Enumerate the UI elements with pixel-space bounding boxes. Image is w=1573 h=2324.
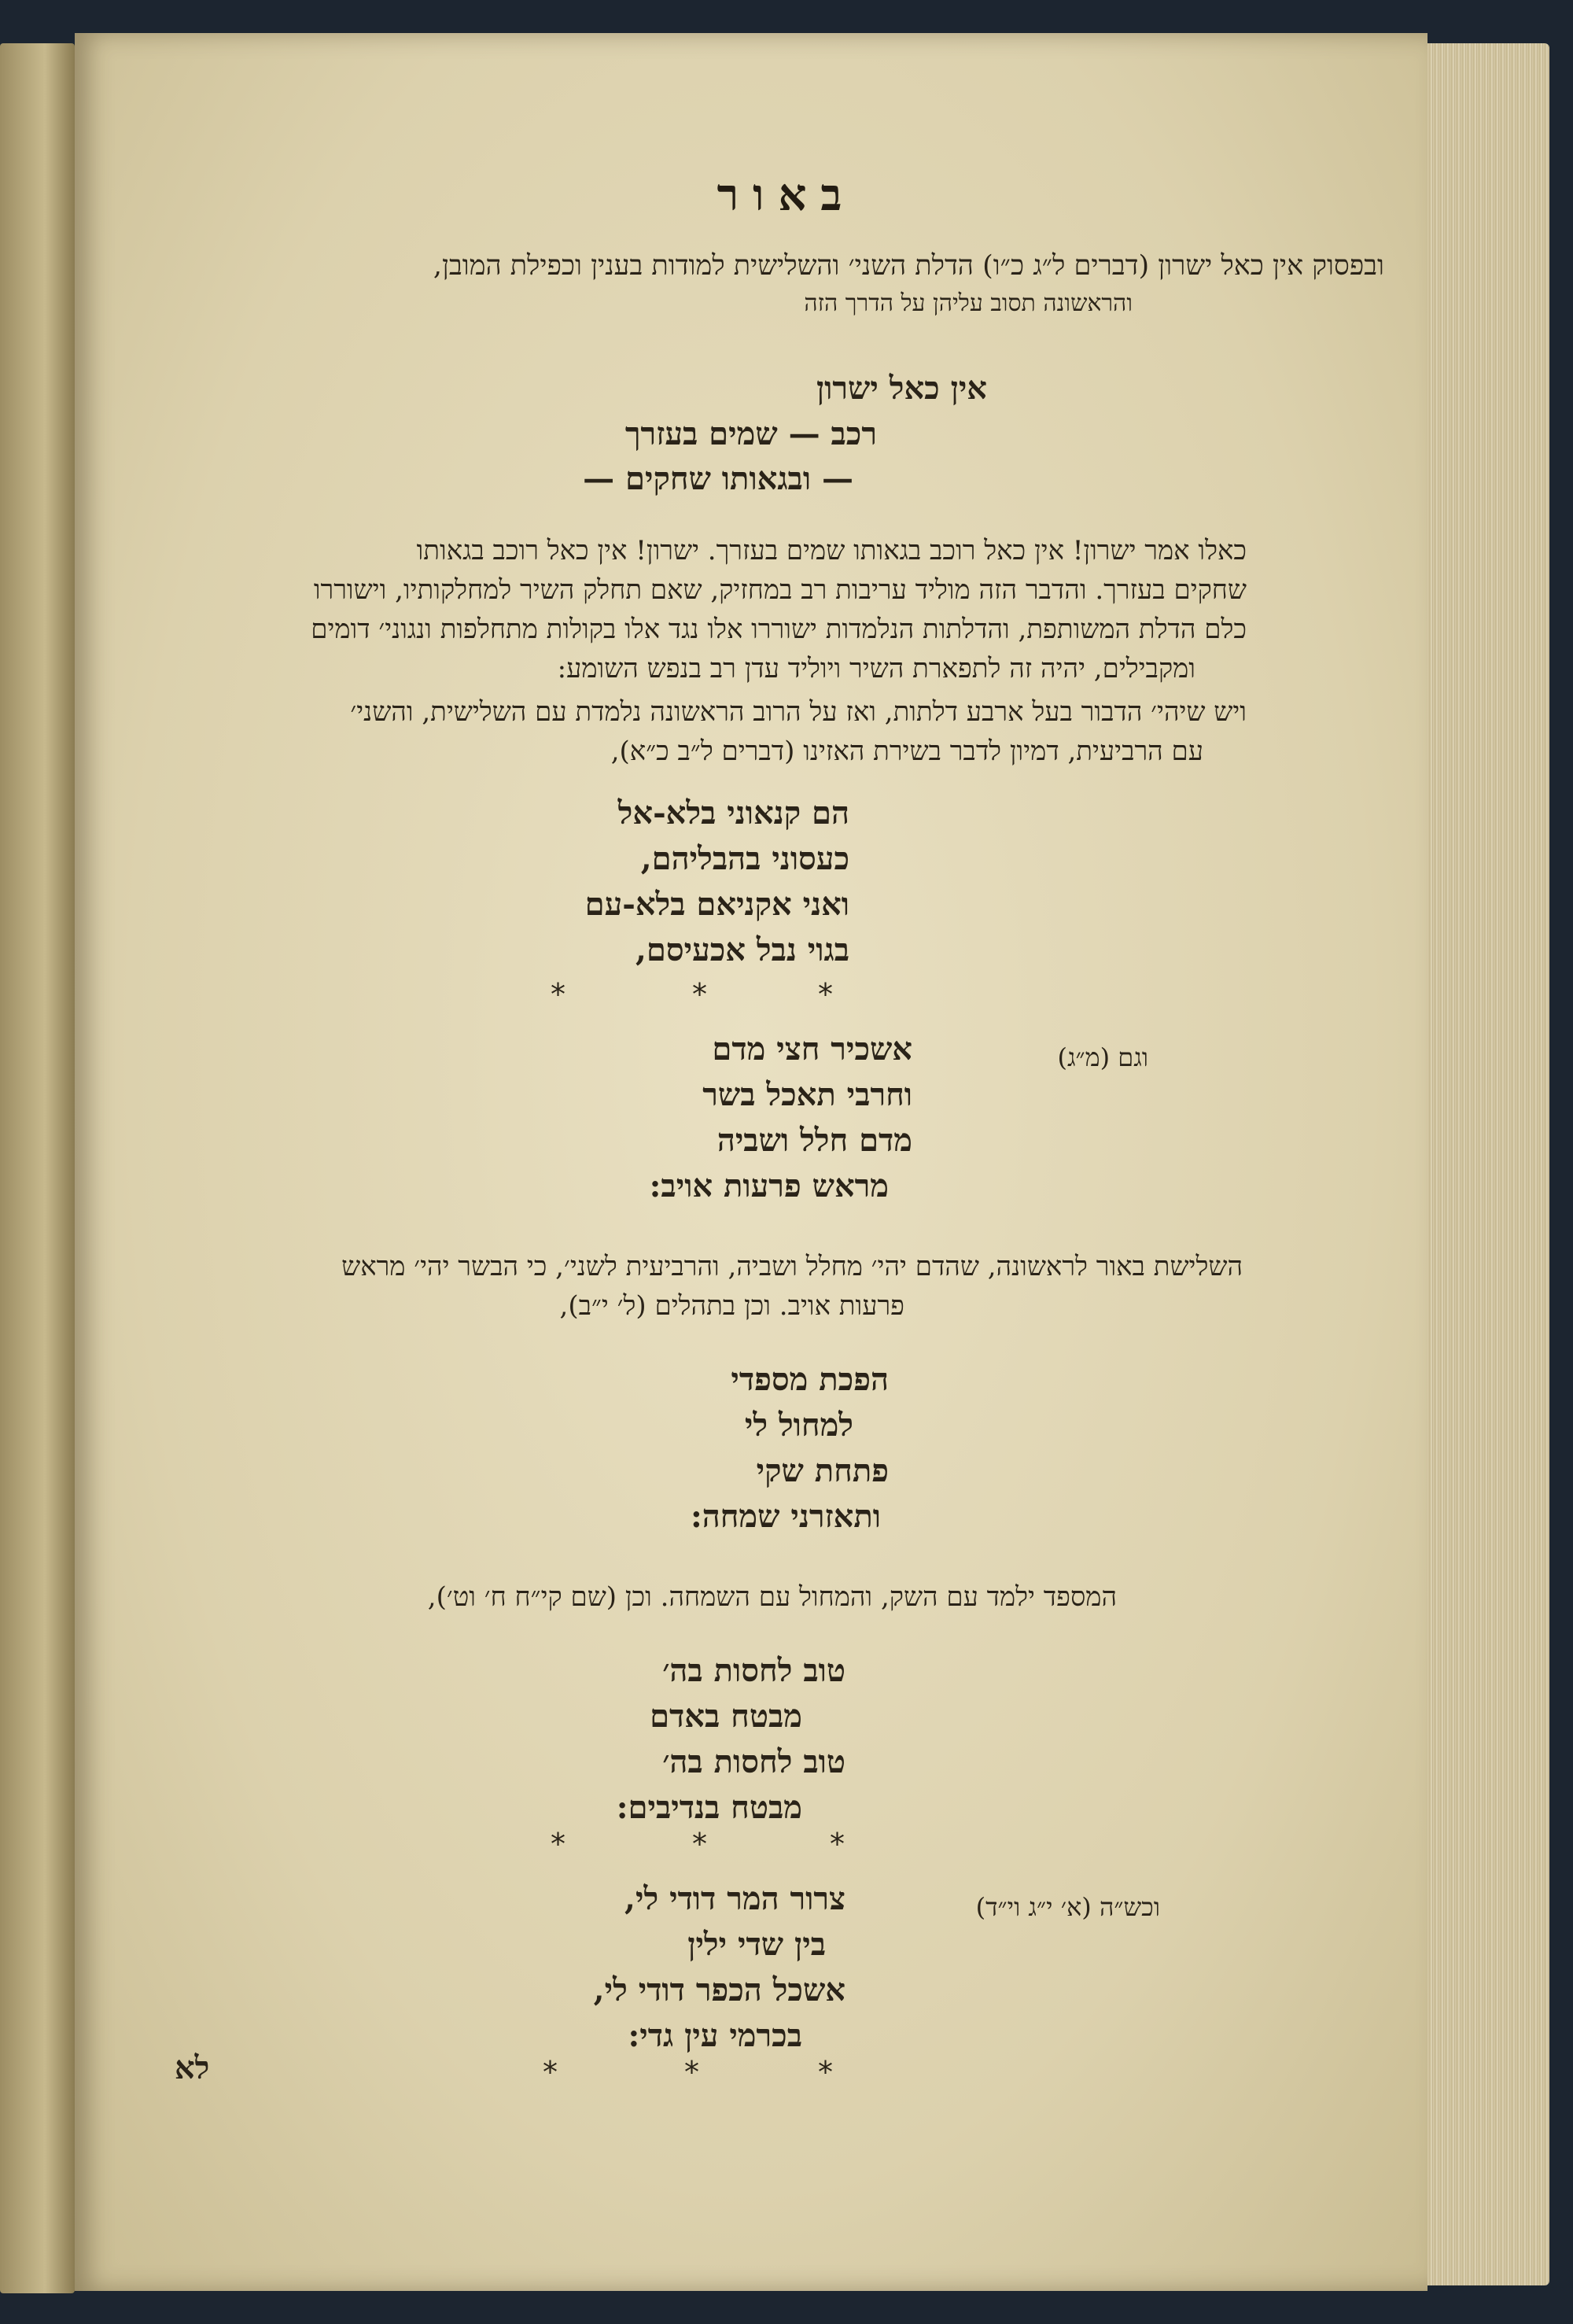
page-number: לא [175, 2049, 210, 2086]
separator-star: * [684, 2055, 699, 2090]
verse5-line-3: טוב לחסות בה׳ [662, 1743, 845, 1780]
verse6-line-3: אשכל הכפר דודי לי, [593, 1972, 845, 2009]
para1-line-1: כאלו אמר ישרון! אין כאל רוכב בגאותו שמים בעזרך. ישרון! אין כאל רוכב בגאותו [416, 535, 1247, 566]
para1-line-2: שחקים בעזרך. והדבר הזה מוליד עריבות רב במחזיק, שאם תחלק השיר למחלקותיו, וישוררו [313, 574, 1247, 606]
para2-line-1: ויש שיהי׳ הדבור בעל ארבע דלתות, ואז על הרוב הראשונה נלמדת עם השלישית, והשני׳ [350, 696, 1247, 728]
separator-star: * [818, 2055, 833, 2090]
verse2-line-3: ואני אקניאם בלא-עם [584, 886, 849, 923]
page-stack-edge [1427, 43, 1549, 2285]
verse6-reference: וכש״ה (א׳ י״ג וי״ד) [975, 1892, 1160, 1922]
separator-star: * [551, 977, 565, 1012]
verse2-line-1: הם קנאוני בלא-אל [617, 795, 849, 832]
separator-star: * [551, 1827, 565, 1861]
verse3-line-2: וחרבי תאכל בשר [702, 1076, 912, 1113]
para1-line-3: כלם הדלת המשותפת, והדלתות הנלמדות ישוררו אלו נגד אלו בקולות מתחלפות ונגוני׳ דומים [311, 614, 1247, 645]
para3-line-2: פרעות אויב. וכן בתהלים (ל׳ י״ב), [559, 1290, 904, 1322]
verse1-line-1: אין כאל ישרון [816, 370, 987, 407]
separator-star: * [543, 2055, 558, 2090]
separator-star: * [692, 977, 707, 1012]
left-page-edge [0, 43, 75, 2293]
intro-line-2: והראשונה תסוב עליהן על הדרך הזה [804, 290, 1133, 317]
verse6-line-1: צרור המר דודי לי, [624, 1880, 845, 1917]
para2-line-2: עם הרביעית, דמיון לדבר בשירת האזינו (דברים ל״ב כ״א), [610, 736, 1203, 767]
verse1-line-2: רכב — שמים בעזרך [624, 415, 877, 452]
verse3-reference: וגם (מ״ג) [1057, 1042, 1148, 1072]
para3-line-1: השלישת באור לראשונה, שהדם יהי׳ מחלל ושביה, והרביעית לשני׳, כי הבשר יהי׳ מראש [341, 1251, 1243, 1282]
verse2-line-2: כעסוני בהבליהם, [640, 840, 849, 877]
verse4-line-3: פתחת שקי [756, 1452, 889, 1489]
page-title: באור [717, 169, 856, 221]
para4-line: המספד ילמד עם השק, והמחול עם השמחה. וכן (שם קי״ח ח׳ וט׳), [427, 1581, 1117, 1613]
separator-star: * [830, 1827, 845, 1861]
verse2-line-4: בגוי נבל אכעיסם, [635, 931, 849, 968]
verse4-line-4: ותאזרני שמחה: [690, 1498, 881, 1535]
verse6-line-4: בכרמי עין גדי: [628, 2017, 802, 2054]
verse5-line-2: מבטח באדם [650, 1698, 802, 1735]
verse3-line-1: אשכיר חצי מדם [712, 1031, 912, 1068]
separator-star: * [692, 1827, 707, 1861]
verse5-line-1: טוב לחסות בה׳ [662, 1652, 845, 1689]
verse6-line-2: בין שדי ילין [687, 1926, 826, 1963]
separator-star: * [818, 977, 833, 1012]
verse4-line-1: הפכת מספדי [731, 1361, 889, 1398]
verse3-line-3: מדם חלל ושביה [717, 1122, 912, 1159]
verse4-line-2: למחול לי [744, 1407, 853, 1444]
para1-line-4: ומקבילים, יהיה זה לתפארת השיר ויוליד עדן רב בנפש השומע: [557, 653, 1195, 684]
verse1-line-3: — ובגאותו שחקים — [583, 460, 853, 497]
intro-line-1: ובפסוק אין כאל ישרון (דברים ל״ג כ״ו) הדלת השני׳ והשלישית למודות בענין וכפילת המובן, [433, 250, 1384, 282]
verse5-line-4: מבטח בנדיבים: [616, 1789, 802, 1826]
verse3-line-4: מראש פרעות אויב: [649, 1168, 889, 1204]
